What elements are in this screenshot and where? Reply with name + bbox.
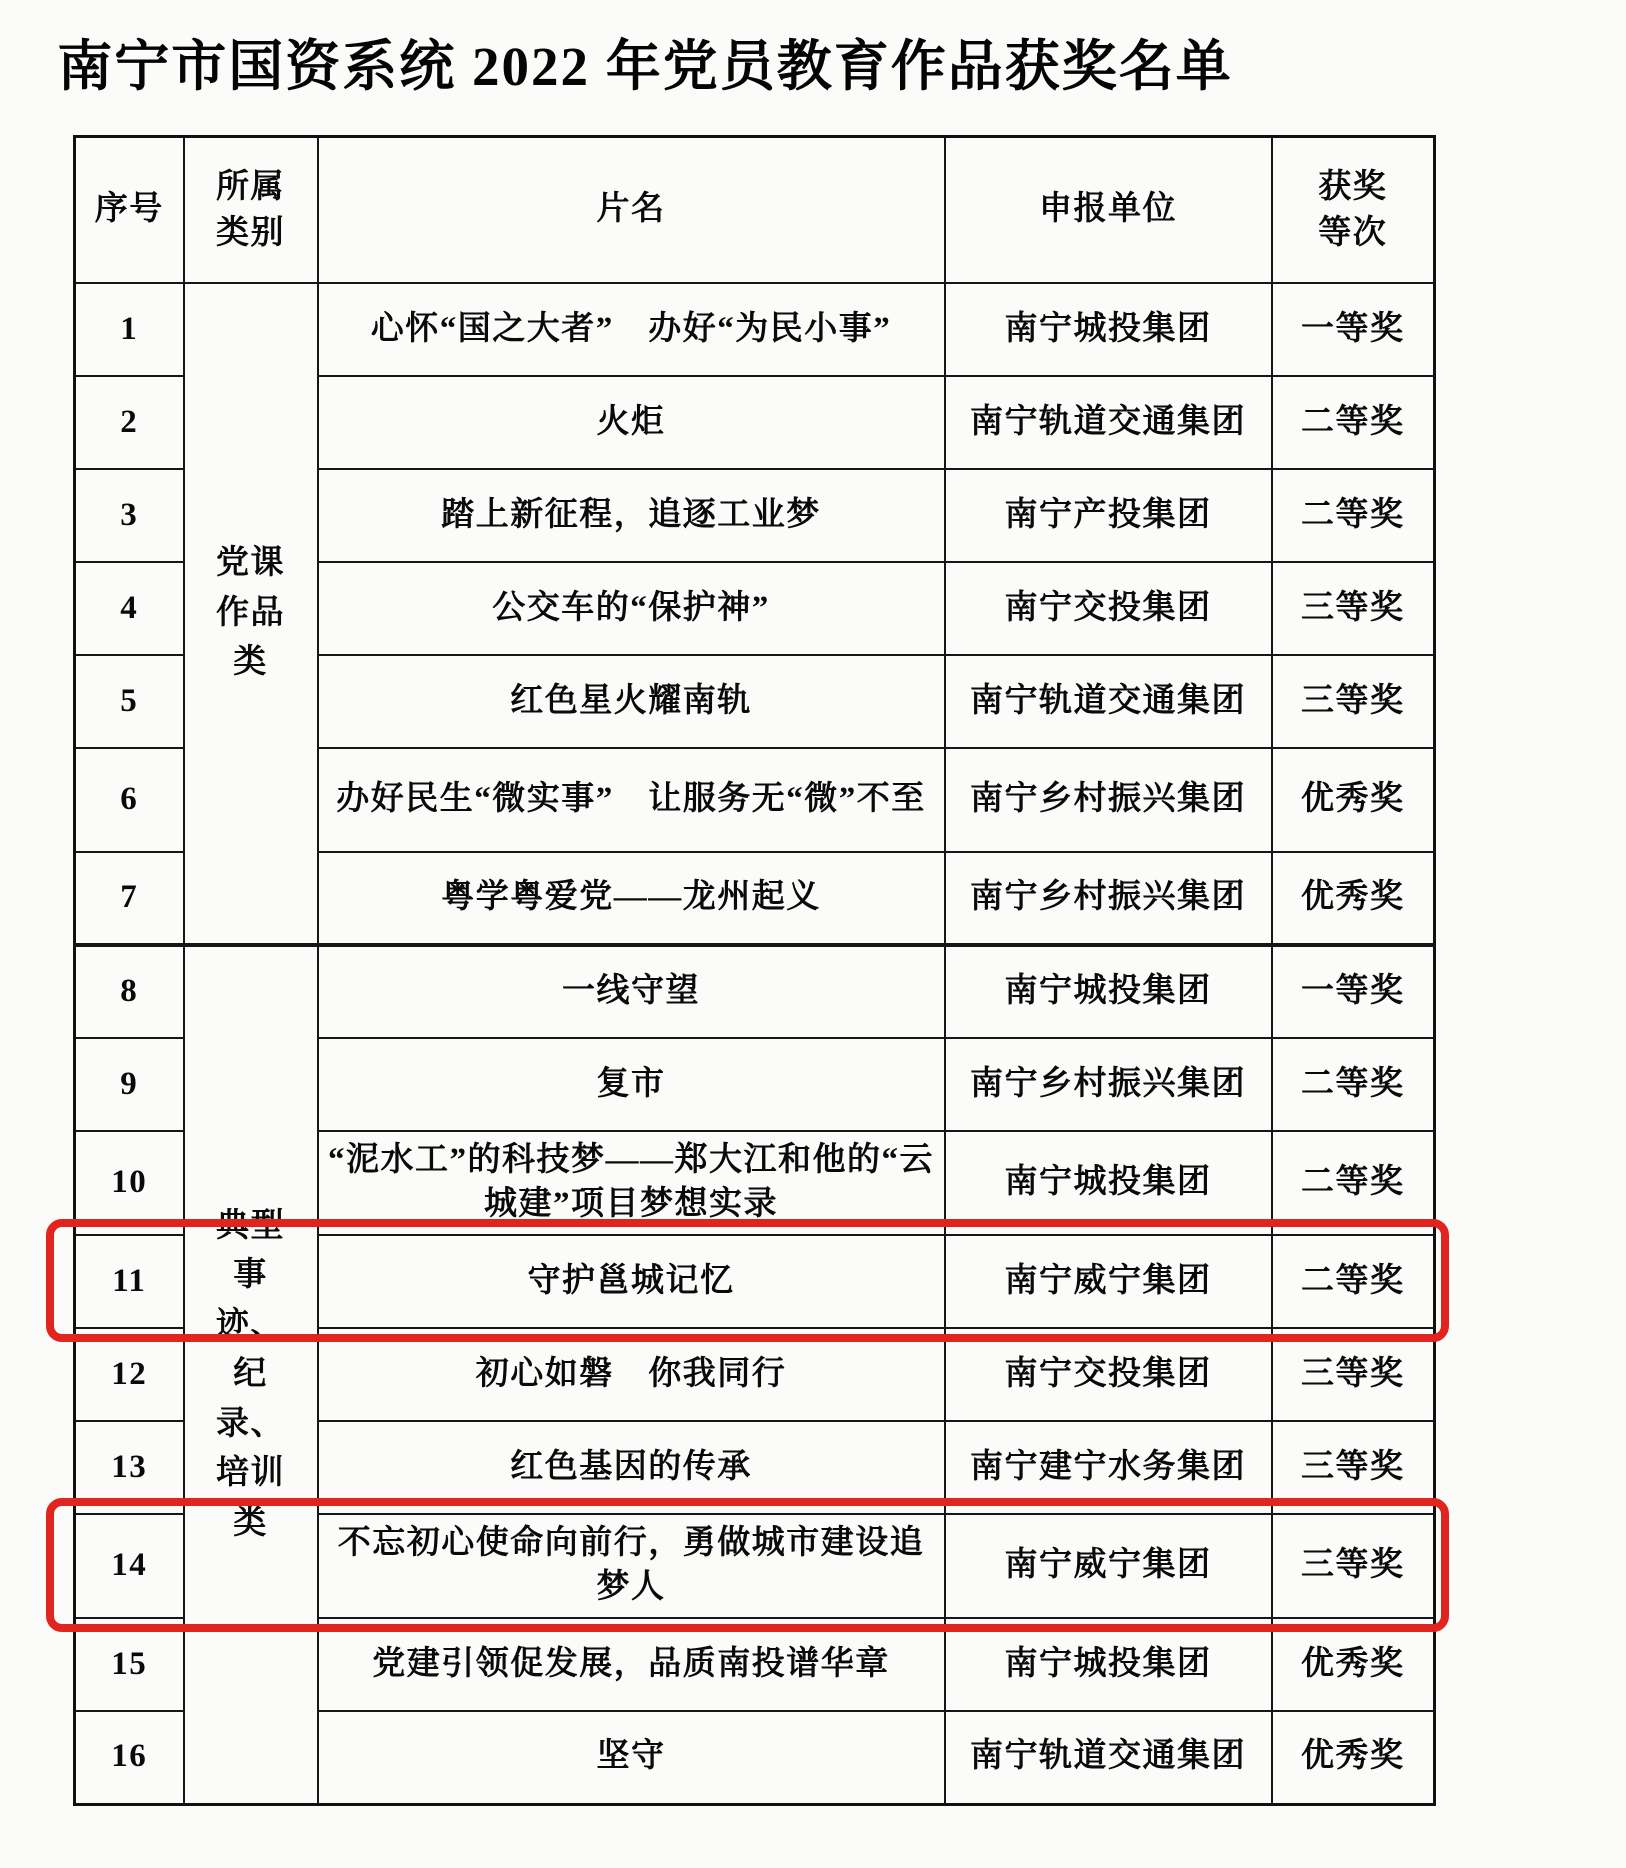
cell-unit: 南宁建宁水务集团 [945, 1421, 1272, 1514]
header-category [184, 137, 318, 284]
cell-num: 16 [75, 1711, 184, 1804]
cell-unit: 南宁产投集团 [945, 469, 1272, 562]
cell-num: 15 [75, 1618, 184, 1711]
cell-unit: 南宁城投集团 [945, 945, 1272, 1038]
cell-unit: 南宁城投集团 [945, 1618, 1272, 1711]
cell-award: 三等奖 [1272, 1421, 1435, 1514]
cell-film: 初心如磐 你我同行 [318, 1328, 945, 1421]
cell-num: 2 [75, 376, 184, 469]
header-award-label: 获奖等次 [1318, 168, 1388, 251]
cell-category-group-2 [184, 945, 318, 1804]
cell-film: 踏上新征程，追逐工业梦 [318, 469, 945, 562]
cell-award: 三等奖 [1272, 1328, 1435, 1421]
cell-award: 二等奖 [1272, 469, 1435, 562]
table-row [75, 283, 1435, 376]
cell-film: “泥水工”的科技梦——郑大江和他的“云城建”项目梦想实录 [318, 1131, 945, 1235]
cell-num: 3 [75, 469, 184, 562]
cell-unit: 南宁轨道交通集团 [945, 1711, 1272, 1804]
cell-num: 11 [75, 1235, 184, 1328]
cell-unit: 南宁交投集团 [945, 562, 1272, 655]
cell-num: 1 [75, 283, 184, 376]
cell-num: 9 [75, 1038, 184, 1131]
cell-award: 二等奖 [1272, 1131, 1435, 1235]
cell-unit: 南宁轨道交通集团 [945, 655, 1272, 748]
category-label: 党课作品类 [215, 545, 285, 681]
cell-unit: 南宁乡村振兴集团 [945, 748, 1272, 852]
cell-award: 优秀奖 [1272, 852, 1435, 945]
cell-unit: 南宁城投集团 [945, 1131, 1272, 1235]
header-film: 片名 [318, 137, 945, 284]
cell-unit: 南宁威宁集团 [945, 1235, 1272, 1328]
cell-award: 二等奖 [1272, 1235, 1435, 1328]
cell-num: 13 [75, 1421, 184, 1514]
cell-unit: 南宁威宁集团 [945, 1514, 1272, 1618]
cell-film: 心怀“国之大者” 办好“为民小事” [318, 283, 945, 376]
category-label: 典型事迹、纪录、培训类 [215, 1207, 285, 1541]
cell-num: 14 [75, 1514, 184, 1618]
cell-unit: 南宁交投集团 [945, 1328, 1272, 1421]
cell-num: 5 [75, 655, 184, 748]
cell-film: 一线守望 [318, 945, 945, 1038]
cell-film: 复市 [318, 1038, 945, 1131]
cell-num: 6 [75, 748, 184, 852]
cell-unit: 南宁轨道交通集团 [945, 376, 1272, 469]
cell-film: 党建引领促发展，品质南投谱华章 [318, 1618, 945, 1711]
cell-film: 公交车的“保护神” [318, 562, 945, 655]
cell-award: 三等奖 [1272, 1514, 1435, 1618]
cell-num: 7 [75, 852, 184, 945]
cell-award: 优秀奖 [1272, 1711, 1435, 1804]
cell-award: 三等奖 [1272, 655, 1435, 748]
cell-film: 红色星火耀南轨 [318, 655, 945, 748]
cell-film: 不忘初心使命向前行，勇做城市建设追梦人 [318, 1514, 945, 1618]
cell-film: 守护邕城记忆 [318, 1235, 945, 1328]
cell-num: 8 [75, 945, 184, 1038]
cell-award: 二等奖 [1272, 376, 1435, 469]
cell-unit: 南宁乡村振兴集团 [945, 1038, 1272, 1131]
page-title: 南宁市国资系统 2022 年党员教育作品获奖名单 [57, 36, 1233, 97]
table-row [75, 945, 1435, 1038]
header-unit: 申报单位 [945, 137, 1272, 284]
cell-num: 10 [75, 1131, 184, 1235]
cell-film: 坚守 [318, 1711, 945, 1804]
cell-unit: 南宁城投集团 [945, 283, 1272, 376]
cell-num: 4 [75, 562, 184, 655]
cell-award: 一等奖 [1272, 283, 1435, 376]
cell-film: 火炬 [318, 376, 945, 469]
table-header-row [75, 137, 1435, 284]
cell-num: 12 [75, 1328, 184, 1421]
header-num: 序号 [75, 137, 184, 284]
cell-award: 一等奖 [1272, 945, 1435, 1038]
cell-award: 优秀奖 [1272, 748, 1435, 852]
cell-film: 粤学粤爱党——龙州起义 [318, 852, 945, 945]
cell-award: 二等奖 [1272, 1038, 1435, 1131]
header-award [1272, 137, 1435, 284]
cell-award: 优秀奖 [1272, 1618, 1435, 1711]
cell-category-group-1 [184, 283, 318, 945]
cell-film: 办好民生“微实事” 让服务无“微”不至 [318, 748, 945, 852]
header-category-label: 所属类别 [216, 168, 285, 251]
award-list-table [73, 135, 1436, 1806]
cell-unit: 南宁乡村振兴集团 [945, 852, 1272, 945]
cell-award: 三等奖 [1272, 562, 1435, 655]
cell-film: 红色基因的传承 [318, 1421, 945, 1514]
